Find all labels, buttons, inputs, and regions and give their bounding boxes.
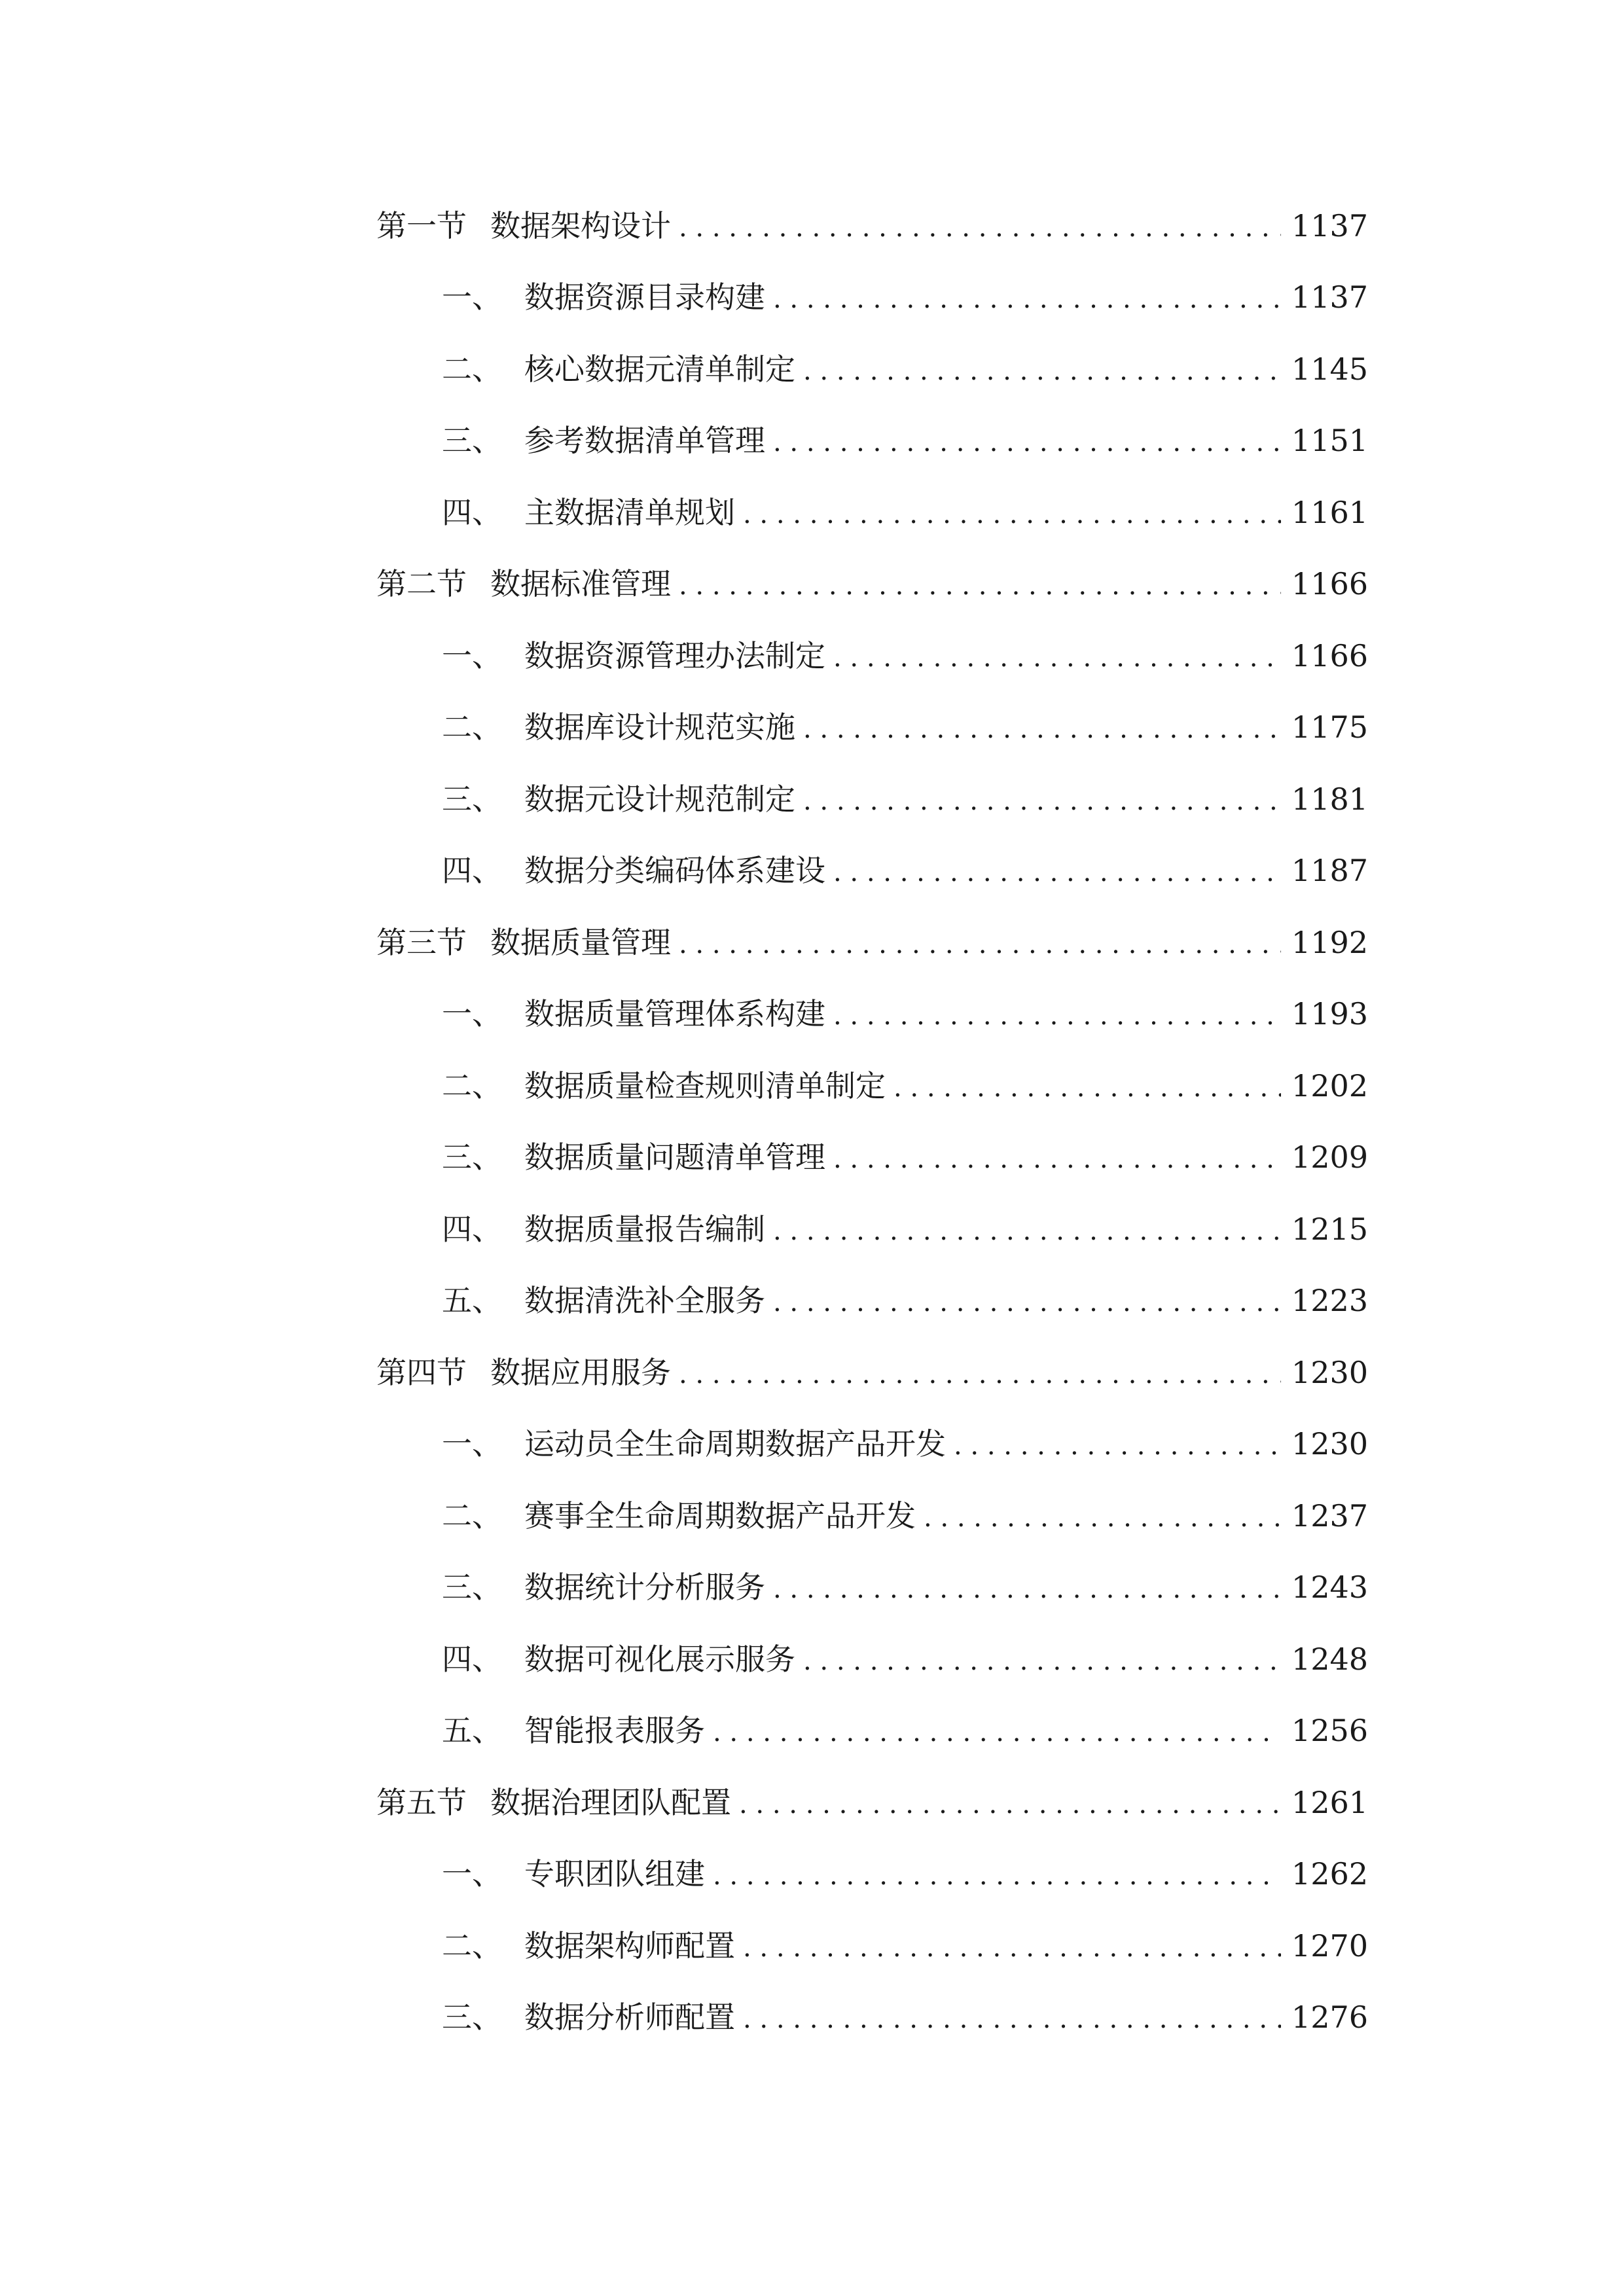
dot-leader [803, 783, 1281, 816]
dot-leader [713, 1857, 1281, 1890]
toc-title: 数据质量报告编制 [524, 1211, 765, 1247]
toc-entry[interactable] [376, 1408, 1368, 1480]
toc-entry[interactable] [376, 476, 1368, 548]
toc-title: 数据应用服务 [490, 1354, 671, 1390]
toc-page-number: 1175 [1291, 709, 1368, 745]
dot-leader [773, 1284, 1281, 1317]
toc-page-number: 1270 [1291, 1928, 1368, 1964]
toc-number: 三、 [442, 1570, 502, 1605]
toc-page-number: 1243 [1291, 1570, 1368, 1605]
toc-entry[interactable] [376, 1839, 1368, 1910]
dot-leader [743, 2001, 1281, 2034]
dot-leader [713, 1714, 1281, 1747]
toc-entry[interactable] [376, 1910, 1368, 1982]
toc-title: 数据质量问题清单管理 [524, 1139, 825, 1175]
toc-number: 二、 [442, 1067, 502, 1103]
toc-number: 第四节 [376, 1354, 467, 1390]
toc-entry[interactable] [376, 262, 1368, 334]
toc-title: 赛事全生命周期数据产品开发 [524, 1498, 916, 1534]
toc-title: 数据资源目录构建 [524, 279, 765, 315]
toc-entry[interactable] [376, 190, 1368, 262]
toc-entry[interactable] [376, 763, 1368, 835]
dot-leader [833, 854, 1281, 887]
toc-number: 第五节 [376, 1784, 467, 1820]
toc-entry[interactable] [376, 1695, 1368, 1767]
dot-leader [743, 496, 1281, 529]
dot-leader [679, 209, 1281, 242]
toc-title: 参考数据清单管理 [524, 423, 765, 459]
toc-title: 数据质量管理 [490, 924, 671, 960]
toc-number: 第一节 [376, 207, 467, 243]
toc-number: 三、 [442, 2000, 502, 2036]
toc-number: 三、 [442, 1139, 502, 1175]
table-of-contents [376, 190, 1368, 2053]
dot-leader [803, 711, 1281, 744]
toc-page-number: 1137 [1291, 207, 1368, 243]
toc-title: 数据清洗补全服务 [524, 1283, 765, 1319]
toc-page-number: 1261 [1291, 1784, 1368, 1820]
dot-leader [679, 926, 1281, 959]
toc-entry[interactable] [376, 1265, 1368, 1337]
toc-page-number: 1237 [1291, 1498, 1368, 1534]
toc-entry[interactable] [376, 1982, 1368, 2054]
toc-page-number: 1209 [1291, 1139, 1368, 1175]
toc-title: 数据治理团队配置 [490, 1784, 731, 1820]
toc-page-number: 1262 [1291, 1856, 1368, 1892]
dot-leader [739, 1786, 1281, 1819]
toc-title: 数据标准管理 [490, 566, 671, 602]
toc-page-number: 1193 [1291, 996, 1368, 1032]
dot-leader [833, 997, 1281, 1030]
toc-number: 五、 [442, 1713, 502, 1749]
toc-page-number: 1276 [1291, 2000, 1368, 2036]
toc-title: 数据库设计规范实施 [524, 709, 795, 745]
toc-number: 三、 [442, 781, 502, 817]
toc-title: 数据架构师配置 [524, 1928, 735, 1964]
toc-page-number: 1181 [1291, 781, 1368, 817]
toc-title: 运动员全生命周期数据产品开发 [524, 1426, 946, 1462]
dot-leader [803, 353, 1281, 386]
toc-number: 四、 [442, 1641, 502, 1677]
toc-number: 一、 [442, 1426, 502, 1462]
toc-entry[interactable] [376, 835, 1368, 907]
toc-number: 一、 [442, 637, 502, 673]
dot-leader [803, 1643, 1281, 1676]
dot-leader [743, 1929, 1281, 1962]
toc-title: 数据架构设计 [490, 207, 671, 243]
toc-number: 二、 [442, 1498, 502, 1534]
dot-leader [924, 1499, 1281, 1532]
toc-entry[interactable] [376, 906, 1368, 978]
toc-number: 五、 [442, 1283, 502, 1319]
toc-entry[interactable] [376, 1552, 1368, 1624]
toc-number: 第三节 [376, 924, 467, 960]
toc-entry[interactable] [376, 1480, 1368, 1552]
toc-title: 核心数据元清单制定 [524, 351, 795, 387]
toc-page-number: 1161 [1291, 494, 1368, 530]
toc-page-number: 1223 [1291, 1283, 1368, 1319]
toc-number: 二、 [442, 709, 502, 745]
toc-page-number: 1230 [1291, 1354, 1368, 1390]
toc-number: 四、 [442, 1211, 502, 1247]
toc-entry[interactable] [376, 1767, 1368, 1839]
toc-entry[interactable] [376, 333, 1368, 405]
toc-page-number: 1166 [1291, 637, 1368, 673]
toc-entry[interactable] [376, 1050, 1368, 1122]
dot-leader [773, 1213, 1281, 1246]
toc-entry[interactable] [376, 1623, 1368, 1695]
toc-page-number: 1230 [1291, 1426, 1368, 1462]
toc-title: 数据资源管理办法制定 [524, 637, 825, 673]
toc-page-number: 1248 [1291, 1641, 1368, 1677]
toc-entry[interactable] [376, 620, 1368, 692]
toc-number: 一、 [442, 279, 502, 315]
toc-title: 数据分析师配置 [524, 2000, 735, 2036]
toc-page-number: 1187 [1291, 853, 1368, 889]
toc-page-number: 1192 [1291, 924, 1368, 960]
dot-leader [773, 281, 1281, 314]
toc-number: 第二节 [376, 566, 467, 602]
toc-title: 专职团队组建 [524, 1856, 705, 1892]
toc-page-number: 1145 [1291, 351, 1368, 387]
dot-leader [773, 424, 1281, 457]
toc-page-number: 1215 [1291, 1211, 1368, 1247]
toc-page-number: 1202 [1291, 1067, 1368, 1103]
toc-page-number: 1166 [1291, 566, 1368, 602]
toc-entry[interactable] [376, 1122, 1368, 1194]
dot-leader [679, 567, 1281, 600]
toc-title: 数据统计分析服务 [524, 1570, 765, 1605]
dot-leader [893, 1069, 1281, 1102]
toc-number: 二、 [442, 1928, 502, 1964]
toc-entry[interactable] [376, 692, 1368, 764]
toc-entry[interactable] [376, 1193, 1368, 1265]
dot-leader [954, 1427, 1281, 1460]
toc-page-number: 1151 [1291, 423, 1368, 459]
dot-leader [833, 1141, 1281, 1174]
toc-number: 四、 [442, 494, 502, 530]
dot-leader [773, 1571, 1281, 1604]
toc-title: 数据质量检查规则清单制定 [524, 1067, 886, 1103]
dot-leader [679, 1356, 1281, 1389]
toc-title: 数据分类编码体系建设 [524, 853, 825, 889]
toc-number: 四、 [442, 853, 502, 889]
toc-title: 智能报表服务 [524, 1713, 705, 1749]
toc-number: 二、 [442, 351, 502, 387]
toc-title: 数据元设计规范制定 [524, 781, 795, 817]
toc-number: 一、 [442, 996, 502, 1032]
toc-title: 主数据清单规划 [524, 494, 735, 530]
toc-title: 数据可视化展示服务 [524, 1641, 795, 1677]
toc-number: 三、 [442, 423, 502, 459]
toc-number: 一、 [442, 1856, 502, 1892]
toc-title: 数据质量管理体系构建 [524, 996, 825, 1032]
toc-entry[interactable] [376, 978, 1368, 1050]
toc-page-number: 1137 [1291, 279, 1368, 315]
toc-entry[interactable] [376, 548, 1368, 620]
dot-leader [833, 639, 1281, 672]
toc-entry[interactable] [376, 405, 1368, 477]
toc-page-number: 1256 [1291, 1713, 1368, 1749]
toc-entry[interactable] [376, 1336, 1368, 1408]
